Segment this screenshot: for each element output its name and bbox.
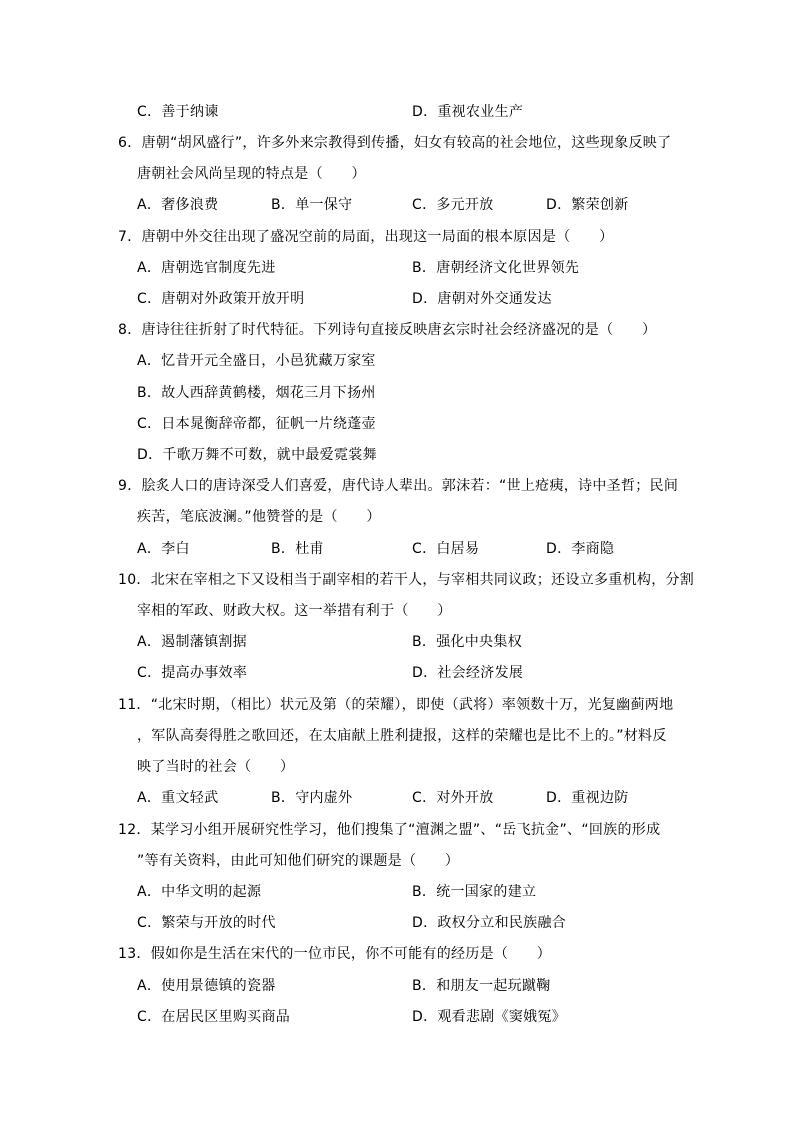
q5-option-d: D．重视农业生产 — [412, 104, 524, 120]
q5-option-c: C．善于纳谏 — [137, 104, 219, 120]
q6-stem-line1: 6．唐朝“胡风盛行”，许多外来宗教得到传播，妇女有较高的社会地位，这些现象反映了 — [118, 135, 672, 151]
q10-option-c: C．提高办事效率 — [137, 665, 248, 681]
q6-option-c: C．多元开放 — [412, 197, 494, 213]
q11-stem-line1: 11．“北宋时期，（相比）状元及第（的荣耀），即使（武将）率领数十万，光复幽蓟两地 — [118, 697, 674, 713]
q6-stem-line2: 唐朝社会风尚呈现的特点是（ ） — [137, 166, 366, 182]
q13-stem-line1: 13．假如你是生活在宋代的一位市民，你不可能有的经历是（ ） — [118, 946, 552, 962]
q8-option-c: C．日本晁衡辞帝都，征帆一片绕蓬壶 — [137, 416, 376, 432]
q6-option-d: D．繁荣创新 — [546, 197, 629, 213]
q7-option-c: C．唐朝对外政策开放开明 — [137, 291, 305, 307]
q11-stem-line3: 映了当时的社会（ ） — [137, 759, 295, 775]
q11-option-b: B．守内虚外 — [271, 790, 353, 806]
q8-option-a: A．忆昔开元全盛日，小邑犹藏万家室 — [137, 353, 376, 369]
q12-stem-line1: 12．某学习小组开展研究性学习，他们搜集了“澶渊之盟”、“岳飞抗金”、“回族的形成 — [118, 822, 661, 838]
q13-option-a: A．使用景德镇的瓷器 — [137, 978, 276, 994]
q7-option-d: D．唐朝对外交通发达 — [412, 291, 552, 307]
q12-option-b: B．统一国家的建立 — [412, 884, 537, 900]
q8-stem-line1: 8．唐诗往往折射了时代特征。下列诗句直接反映唐玄宗时社会经济盛况的是（ ） — [118, 322, 657, 338]
q12-option-a: A．中华文明的起源 — [137, 884, 262, 900]
q11-option-d: D．重视边防 — [546, 790, 629, 806]
q6-option-b: B．单一保守 — [271, 197, 353, 213]
q6-option-a: A．奢侈浪费 — [137, 197, 219, 213]
q10-stem-line2: 宰相的军政、财政大权。这一举措有利于（ ） — [137, 603, 452, 619]
q13-option-d: D．观看悲剧《窦娥冤》 — [412, 1009, 567, 1025]
q7-option-a: A．唐朝选官制度先进 — [137, 260, 276, 276]
q12-option-c: C．繁荣与开放的时代 — [137, 915, 276, 931]
q10-option-d: D．社会经济发展 — [412, 665, 524, 681]
q9-option-b: B．杜甫 — [271, 541, 324, 557]
q9-stem-line1: 9．脍炙人口的唐诗深受人们喜爱，唐代诗人辈出。郭沫若：“世上疮痍，诗中圣哲；民间 — [118, 478, 679, 494]
q10-stem-line1: 10．北宋在宰相之下又设相当于副宰相的若干人，与宰相共同议政；还设立多重机构，分割 — [118, 572, 695, 588]
q9-option-d: D．李商隐 — [546, 541, 615, 557]
q12-stem-line2: ”等有关资料，由此可知他们研究的课题是（ ） — [137, 853, 460, 869]
q13-option-c: C．在居民区里购买商品 — [137, 1009, 291, 1025]
q8-option-b: B．故人西辞黄鹤楼，烟花三月下扬州 — [137, 385, 376, 401]
q11-option-a: A．重文轻武 — [137, 790, 219, 806]
q9-option-c: C．白居易 — [412, 541, 480, 557]
q7-stem-line1: 7．唐朝中外交往出现了盛况空前的局面，出现这一局面的根本原因是（ ） — [118, 229, 614, 245]
q8-option-d: D．千歌万舞不可数，就中最爱霓裳舞 — [137, 447, 377, 463]
q10-option-a: A．遏制藩镇割据 — [137, 634, 247, 650]
q12-option-d: D．政权分立和民族融合 — [412, 915, 567, 931]
q13-option-b: B．和朋友一起玩蹴鞠 — [412, 978, 551, 994]
q11-option-c: C．对外开放 — [412, 790, 494, 806]
q9-option-a: A．李白 — [137, 541, 190, 557]
q9-stem-line2: 疾苦，笔底波澜。”他赞誉的是（ ） — [137, 509, 381, 525]
q11-stem-line2: ，军队高奏得胜之歌回还，在太庙献上胜利捷报，这样的荣耀也是比不上的。”材料反 — [137, 728, 667, 744]
q7-option-b: B．唐朝经济文化世界领先 — [412, 260, 580, 276]
q10-option-b: B．强化中央集权 — [412, 634, 523, 650]
